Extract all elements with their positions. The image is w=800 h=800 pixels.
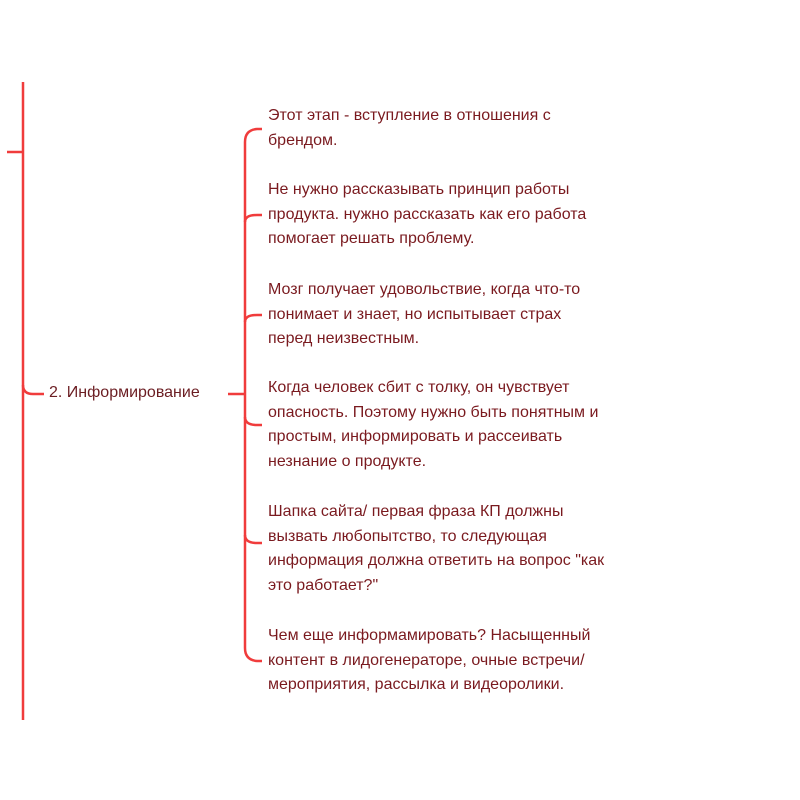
child-branch-4 <box>245 417 262 425</box>
note-line: опасность. Поэтому нужно быть понятным и <box>268 403 599 421</box>
note-line: Чем еще информамировать? Насыщенный <box>268 627 591 644</box>
child-branch-3 <box>245 315 262 322</box>
note-line: простым, информировать и рассеивать <box>268 428 563 446</box>
note-line: перед неизвестным. <box>268 330 420 348</box>
note-line: незнание о продукте. <box>268 452 427 470</box>
child-branch-6 <box>245 648 262 661</box>
note-3[interactable] <box>268 278 580 352</box>
note-4[interactable] <box>268 376 598 474</box>
branch-to-node <box>23 385 44 394</box>
note-1[interactable] <box>268 104 551 153</box>
child-branch-2 <box>245 215 262 222</box>
note-line: Шапка сайта/ первая фраза КП должны <box>268 503 564 520</box>
note-line: Не нужно рассказывать принцип работы <box>268 181 570 198</box>
note-line: брендом. <box>268 131 338 149</box>
note-line: вызвать любопытство, то следующая <box>268 527 547 545</box>
note-line: контент в лидогенераторе, очные встречи/ <box>268 651 585 669</box>
child-branch-1 <box>245 129 262 142</box>
note-line: понимает и знает, но испытывает страх <box>268 305 562 323</box>
note-line: Этот этап - вступление в отношения с <box>268 107 551 124</box>
note-line: информация должна ответить на вопрос "как <box>268 552 605 570</box>
note-line: это работает?" <box>268 576 379 594</box>
note-2[interactable] <box>268 178 586 252</box>
note-line: мероприятия, рассылка и видеоролики. <box>268 676 565 694</box>
note-5[interactable] <box>268 500 604 598</box>
note-6[interactable] <box>268 624 590 698</box>
node-informing[interactable]: 2. Информирование <box>49 384 200 401</box>
note-line: продукта. нужно рассказать как его работа <box>268 205 587 223</box>
child-branch-5 <box>245 535 262 543</box>
note-line: помогает решать проблему. <box>268 230 475 248</box>
note-line: Мозг получает удовольствие, когда что-то <box>268 281 581 298</box>
note-line: Когда человек сбит с толку, он чувствует <box>268 379 570 396</box>
